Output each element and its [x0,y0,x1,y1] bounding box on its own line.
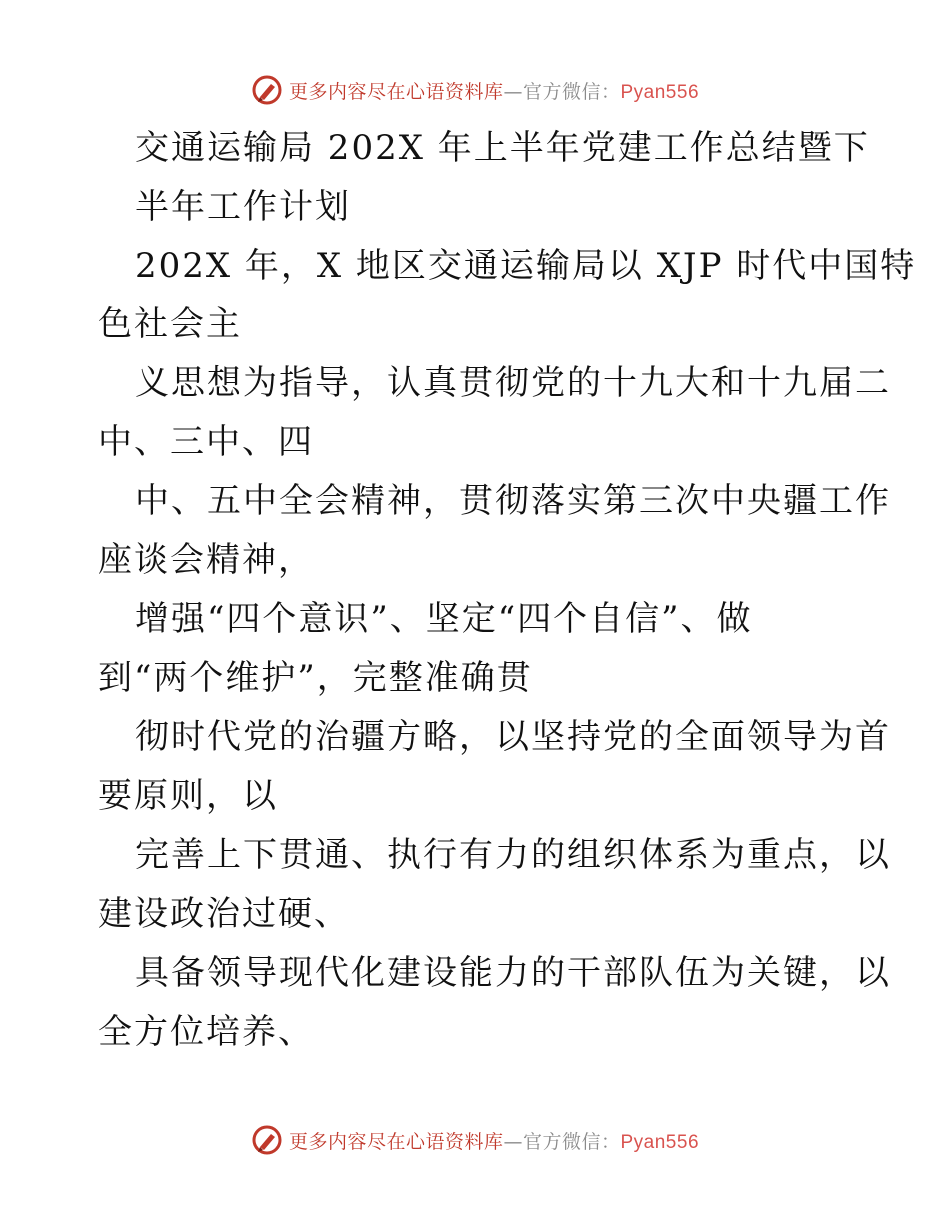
paragraph-line: 中、三中、四 [98,422,314,462]
pen-logo-icon [251,74,283,106]
paragraph-line: 202X 年，X 地区交通运输局以 XJP 时代中国特 [135,246,917,286]
paragraph-line: 增强“四个意识”、坚定“四个自信”、做 [135,599,753,639]
watermark-main-text: 更多内容尽在心语资料库 [288,1130,504,1153]
paragraph-line: 全方位培养、 [98,1012,314,1052]
watermark-dash: — [503,80,523,103]
watermark-wechat-id: Pyan556 [620,1131,700,1153]
watermark-footer [0,1120,950,1160]
paragraph-line: 建设政治过硬、 [98,894,350,934]
paragraph-line: 中、五中全会精神，贯彻落实第三次中央疆工作 [135,481,891,521]
watermark-wechat-id: Pyan556 [620,81,700,103]
document-title-line-1: 交通运输局 202X 年上半年党建工作总结暨下 [135,128,870,168]
watermark-header [0,70,950,110]
paragraph-line: 完善上下贯通、执行有力的组织体系为重点，以 [135,835,891,875]
paragraph-line: 彻时代党的治疆方略，以坚持党的全面领导为首 [135,717,891,757]
paragraph-line: 要原则，以 [98,776,278,816]
paragraph-line: 到“两个维护”，完整准确贯 [98,658,533,698]
paragraph-line: 具备领导现代化建设能力的干部队伍为关键，以 [135,953,891,993]
watermark-sub-text: 官方微信： [522,1130,621,1153]
document-title-line-2: 半年工作计划 [135,187,351,227]
watermark-sub-text: 官方微信： [522,80,621,103]
watermark-dash: — [503,1130,523,1153]
paragraph-line: 义思想为指导，认真贯彻党的十九大和十九届二 [135,363,891,403]
watermark-main-text: 更多内容尽在心语资料库 [288,80,504,103]
paragraph-line: 色社会主 [98,304,242,344]
paragraph-line: 座谈会精神， [98,540,314,580]
pen-logo-icon [251,1124,283,1156]
